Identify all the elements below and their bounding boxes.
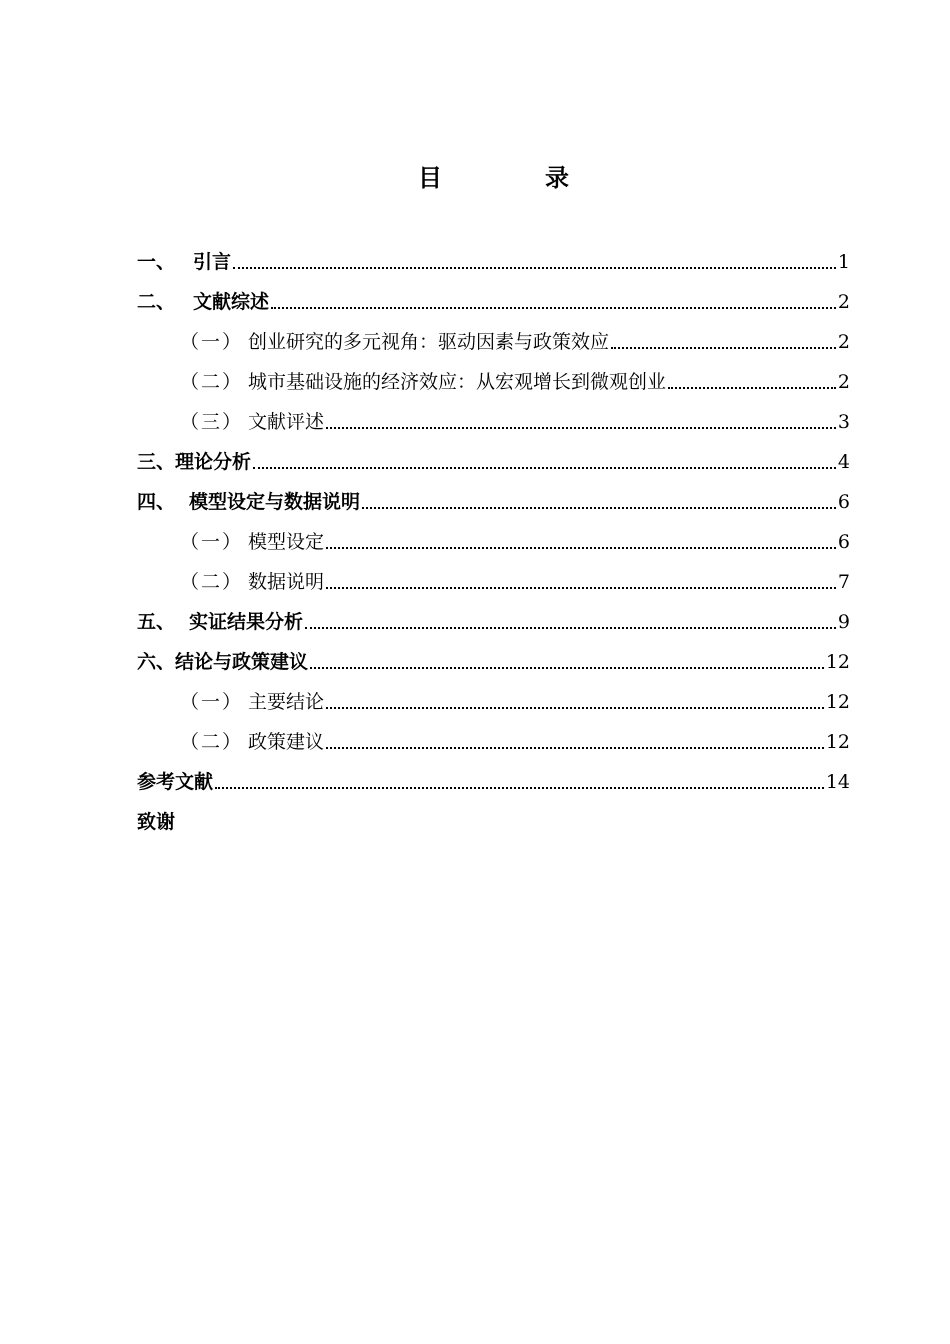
toc-entry-label: 引言 xyxy=(193,251,232,273)
toc-entry-number: （二） xyxy=(180,731,244,753)
toc-dot-leader xyxy=(271,307,836,309)
toc-entry-main-conclusions[interactable] xyxy=(137,680,850,720)
page-title-char-1: 目 xyxy=(418,164,442,192)
toc-entry-number: 一、 xyxy=(137,251,176,273)
toc-entry-page: 6 xyxy=(837,491,850,513)
toc-entry-references[interactable] xyxy=(137,760,850,800)
toc-entry-number: （一） xyxy=(180,691,244,713)
toc-entry-label: 城市基础设施的经济效应：从宏观增长到微观创业 xyxy=(248,371,667,393)
toc-entry-label: 实证结果分析 xyxy=(189,611,304,633)
toc-entry-label: 数据说明 xyxy=(248,571,325,593)
toc-dot-leader xyxy=(611,347,836,349)
toc-entry-label: 模型设定与数据说明 xyxy=(189,491,361,513)
toc-entry-page: 4 xyxy=(837,451,850,473)
toc-entry-page: 1 xyxy=(837,251,850,273)
toc-dot-leader xyxy=(668,387,836,389)
toc-entry-label: 理论分析 xyxy=(175,451,252,473)
toc-entry-model-and-data[interactable] xyxy=(137,480,850,520)
table-of-contents xyxy=(137,240,850,840)
toc-dot-leader xyxy=(362,507,836,509)
toc-entry-page: 12 xyxy=(825,651,850,673)
toc-dot-leader xyxy=(326,747,824,749)
toc-entry-page: 12 xyxy=(825,691,850,713)
toc-entry-page: 12 xyxy=(825,731,850,753)
toc-dot-leader xyxy=(326,427,836,429)
toc-entry-number: （三） xyxy=(180,411,244,433)
toc-dot-leader xyxy=(233,267,836,269)
toc-entry-model-specification[interactable] xyxy=(137,520,850,560)
toc-entry-number: 六、 xyxy=(137,651,176,673)
toc-entry-theoretical-analysis[interactable] xyxy=(137,440,850,480)
toc-entry-page: 6 xyxy=(837,531,850,553)
toc-dot-leader xyxy=(305,627,836,629)
toc-entry-acknowledgements[interactable] xyxy=(137,800,850,840)
toc-dot-leader xyxy=(215,787,824,789)
toc-entry-entrepreneurship-perspectives[interactable] xyxy=(137,320,850,360)
toc-entry-label: 致谢 xyxy=(137,811,176,833)
toc-entry-data-description[interactable] xyxy=(137,560,850,600)
toc-entry-page: 2 xyxy=(837,291,850,313)
toc-entry-number: 二、 xyxy=(137,291,176,313)
toc-entry-number: 三、 xyxy=(137,451,176,473)
toc-entry-number: （二） xyxy=(180,371,244,393)
toc-entry-number: （一） xyxy=(180,531,244,553)
toc-entry-review-summary[interactable] xyxy=(137,400,850,440)
toc-entry-page: 7 xyxy=(837,571,850,593)
page-title-char-2: 录 xyxy=(545,164,569,192)
toc-dot-leader xyxy=(310,667,824,669)
toc-entry-label: 主要结论 xyxy=(248,691,325,713)
toc-entry-policy-suggestions[interactable] xyxy=(137,720,850,760)
toc-entry-number: （二） xyxy=(180,571,244,593)
toc-entry-label: 参考文献 xyxy=(137,771,214,793)
page-title xyxy=(0,160,950,196)
toc-entry-introduction[interactable] xyxy=(137,240,850,280)
toc-entry-page: 2 xyxy=(837,371,850,393)
toc-entry-number: 四、 xyxy=(137,491,176,513)
toc-entry-label: 文献评述 xyxy=(248,411,325,433)
toc-entry-label: 创业研究的多元视角：驱动因素与政策效应 xyxy=(248,331,610,353)
toc-entry-number: 五、 xyxy=(137,611,176,633)
toc-entry-conclusions-and-policy[interactable] xyxy=(137,640,850,680)
toc-entry-infrastructure-effects[interactable] xyxy=(137,360,850,400)
toc-entry-label: 政策建议 xyxy=(248,731,325,753)
toc-entry-label: 文献综述 xyxy=(193,291,270,313)
toc-entry-page: 14 xyxy=(825,771,850,793)
toc-dot-leader xyxy=(326,707,824,709)
toc-entry-empirical-results[interactable] xyxy=(137,600,850,640)
toc-entry-page: 9 xyxy=(837,611,850,633)
toc-entry-page: 2 xyxy=(837,331,850,353)
toc-entry-number: （一） xyxy=(180,331,244,353)
toc-entry-label: 模型设定 xyxy=(248,531,325,553)
toc-dot-leader xyxy=(253,467,836,469)
toc-dot-leader xyxy=(326,547,836,549)
toc-dot-leader xyxy=(326,587,836,589)
toc-entry-literature-review[interactable] xyxy=(137,280,850,320)
toc-entry-page: 3 xyxy=(837,411,850,433)
toc-entry-label: 结论与政策建议 xyxy=(175,651,309,673)
